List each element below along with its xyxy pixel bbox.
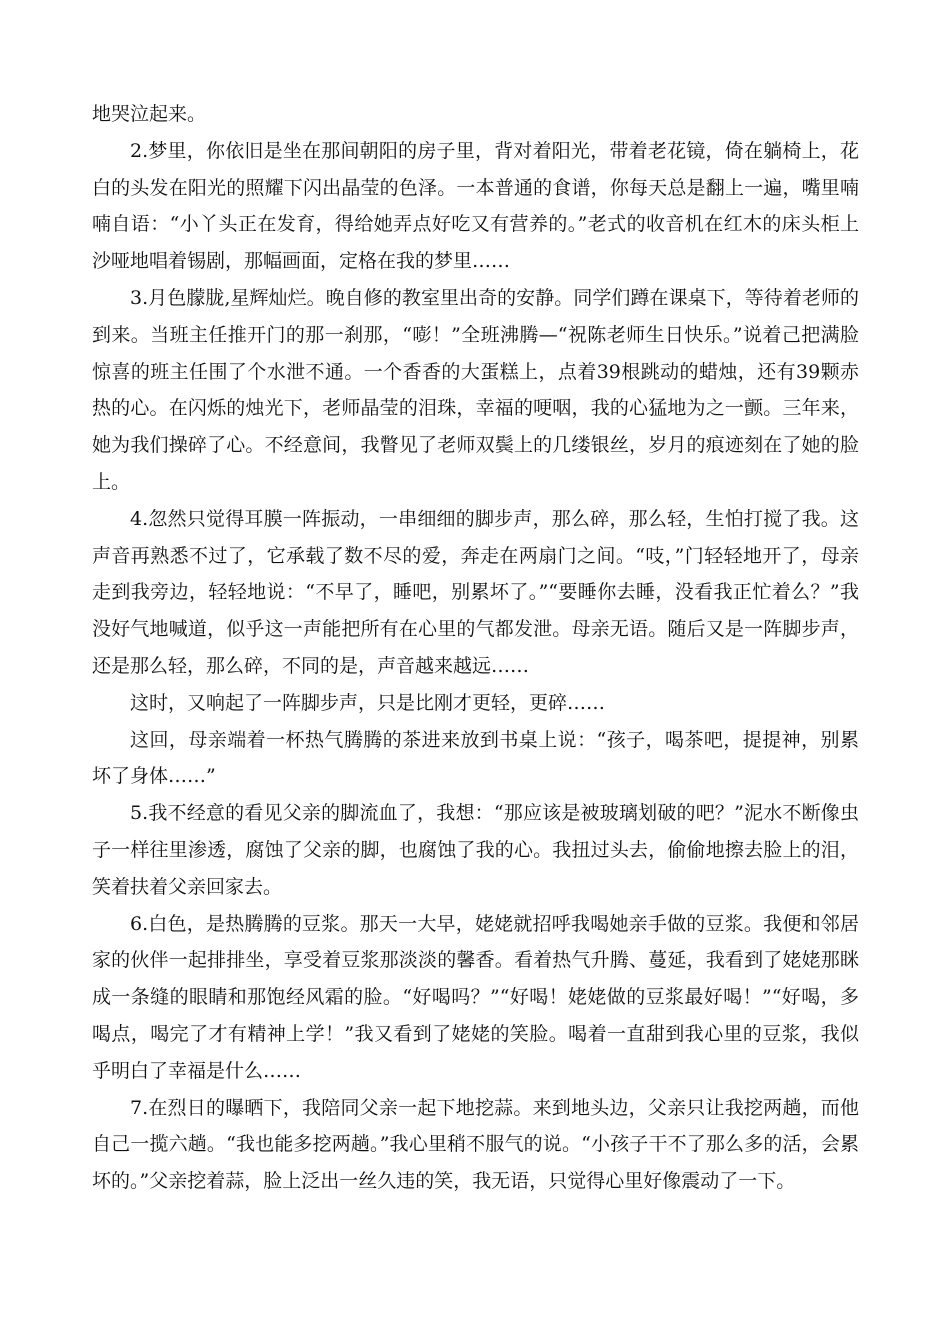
- paragraph-4: 4.忽然只觉得耳膜一阵振动，一串细细的脚步声，那么碎，那么轻，生怕打搅了我。这声音再熟悉不过了，它承载了数不尽的爱，奔走在两扇门之间。“吱，”门轻轻地开了，母亲走到我旁边，轻轻地说：“不早了，睡吧，别累坏了。”“要睡你去睡，没看我正忙着么？”我没好气地喊道，似乎这一声能把所有在心里的气都发泄。母亲无语。随后又是一阵脚步声，还是那么轻，那么碎，不同的是，声音越来越远……: [92, 507, 859, 677]
- paragraph-3: 3.月色朦胧,星辉灿烂。晚自修的教室里出奇的安静。同学们蹲在课桌下，等待着老师的到来。当班主任推开门的那一刹那，“嘭！”全班沸腾—“祝陈老师生日快乐。”说着己把满脸惊喜的班主任围了个水泄不通。一个香香的大蛋糕上，点着39根跳动的蜡烛，还有39颗赤热的心。在闪烁的烛光下，老师晶莹的泪珠，幸福的哽咽，我的心猛地为之一颤。三年来，她为我们操碎了心。不经意间，我瞥见了老师双鬓上的几缕银丝，岁月的痕迹刻在了她的脸上。: [92, 286, 859, 493]
- paragraph-7: 7.在烈日的曝晒下，我陪同父亲一起下地挖蒜。来到地头边，父亲只让我挖两趟，而他自己一揽六趟。“我也能多挖两趟。”我心里稍不服气的说。“小孩子干不了那么多的活，会累坏的。”父亲挖着蒜，脸上泛出一丝久违的笑，我无语，只觉得心里好像震动了一下。: [92, 1096, 859, 1193]
- paragraph-6: 6.白色，是热腾腾的豆浆。那天一大早，姥姥就招呼我喝她亲手做的豆浆。我便和邻居家的伙伴一起排排坐，享受着豆浆那淡淡的馨香。看着热气升腾、蔓延，我看到了姥姥那眯成一条缝的眼睛和那饱经风霜的脸。“好喝吗？”“好喝！姥姥做的豆浆最好喝！”“好喝，多喝点，喝完了才有精神上学！”我又看到了姥姥的笑脸。喝着一直甜到我心里的豆浆，我似乎明白了幸福是什么……: [92, 912, 859, 1082]
- document-body: [92, 96, 859, 1200]
- paragraph-4-continued-b: 这回，母亲端着一杯热气腾腾的茶进来放到书桌上说：“孩子，喝茶吧，提提神，别累坏了身体……”: [92, 728, 859, 788]
- paragraph-2: 2.梦里，你依旧是坐在那间朝阳的房子里，背对着阳光，带着老花镜，倚在躺椅上，花白的头发在阳光的照耀下闪出晶莹的色泽。一本普通的食谱，你每天总是翻上一遍，嘴里喃喃自语：“小丫头正在发育，得给她弄点好吃又有营养的。”老式的收音机在红木的床头柜上沙哑地唱着锡剧，那幅画面，定格在我的梦里……: [92, 139, 859, 273]
- paragraph-continuation: 地哭泣起来。: [92, 103, 207, 125]
- paragraph-5: 5.我不经意的看见父亲的脚流血了，我想：“那应该是被玻璃划破的吧？”泥水不断像虫子一样往里渗透，腐蚀了父亲的脚，也腐蚀了我的心。我扭过头去，偷偷地擦去脸上的泪，笑着扶着父亲回家去。: [92, 802, 859, 898]
- paragraph-4-continued-a: 这时，又响起了一阵脚步声，只是比刚才更轻，更碎……: [130, 691, 606, 714]
